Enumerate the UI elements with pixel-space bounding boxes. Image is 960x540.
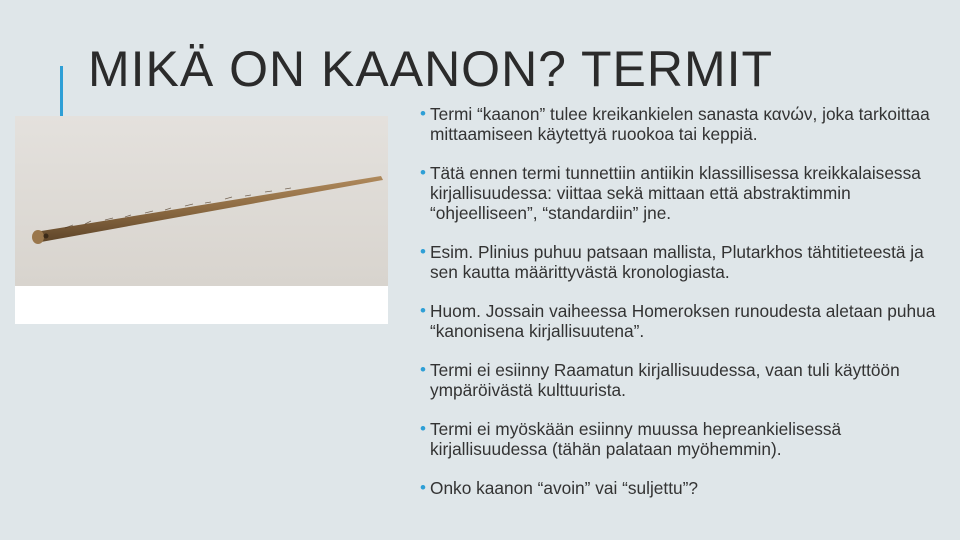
bullet-text: Termi ei esiinny Raamatun kirjallisuudessa, vaan tuli käyttöön ympäröivästä kulttuurista. [430, 360, 900, 400]
bullet-marker: • [420, 104, 426, 123]
bullet-marker: • [420, 301, 426, 320]
bullet-marker: • [420, 163, 426, 182]
bullet-item [422, 478, 942, 498]
bullet-item [422, 104, 942, 144]
rod-photo [15, 116, 388, 324]
bullet-text: Huom. Jossain vaiheessa Homeroksen runoudesta aletaan puhua “kanonisena kirjallisuutena”. [430, 301, 936, 341]
bullet-text: Tätä ennen termi tunnettiin antiikin klassillisessa kreikkalaisessa kirjallisuudessa: viittaa sekä mittaan että abstraktimmin “ohjeelliseen”, “standardiin” jne. [430, 163, 921, 223]
bullet-marker: • [420, 242, 426, 261]
bullet-item [422, 301, 942, 341]
bullet-item [422, 242, 942, 282]
bullet-item [422, 163, 942, 223]
bullet-marker: • [420, 478, 426, 497]
bullet-text: Termi “kaanon” tulee kreikankielen sanasta κανών, joka tarkoittaa mittaamiseen käytettyä ruookoa tai keppiä. [430, 104, 930, 144]
slide-title: MIKÄ ON KAANON? TERMIT [88, 41, 774, 97]
bullet-marker: • [420, 360, 426, 379]
accent-bar [60, 66, 63, 120]
bullet-text: Onko kaanon “avoin” vai “suljettu”? [430, 478, 698, 498]
bullet-item [422, 360, 942, 400]
bullet-marker: • [420, 419, 426, 438]
wooden-rod-illustration [15, 116, 388, 324]
bullet-text: Termi ei myöskään esiinny muussa hepreankielisessä kirjallisuudessa (tähän palataan myöhemmin). [430, 419, 842, 459]
bullet-list [422, 104, 942, 517]
bullet-item [422, 419, 942, 459]
bullet-text: Esim. Plinius puhuu patsaan mallista, Plutarkhos tähtitieteestä ja sen kautta määrittyvästä kronologiasta. [430, 242, 924, 282]
